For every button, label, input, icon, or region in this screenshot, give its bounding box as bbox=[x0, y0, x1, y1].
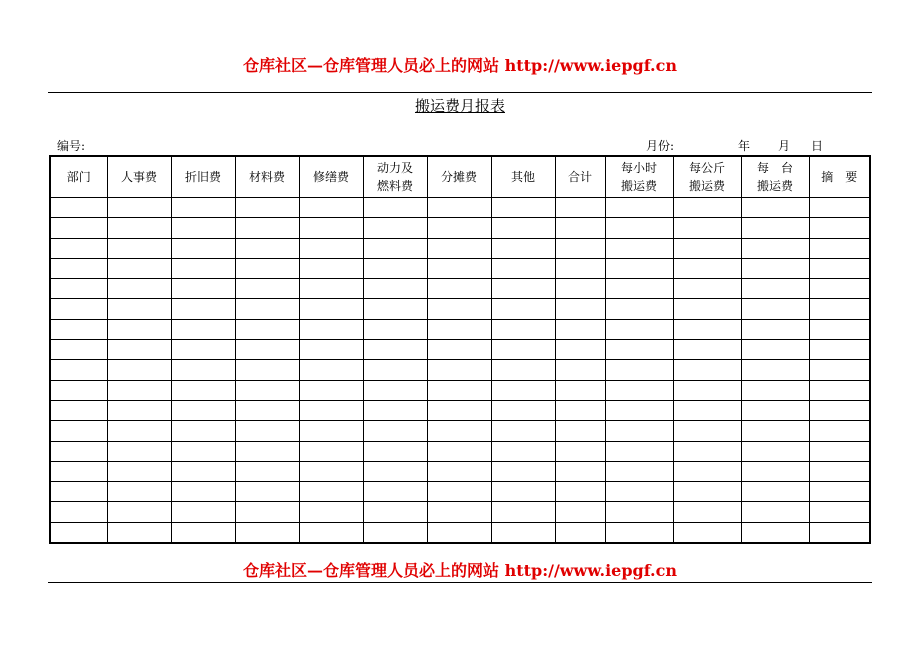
table-cell[interactable] bbox=[50, 198, 107, 218]
table-cell[interactable] bbox=[50, 400, 107, 420]
site-banner-top: 仓库社区—仓库管理人员必上的网站 http://www.iepgf.cn bbox=[243, 56, 677, 75]
table-cell[interactable] bbox=[673, 502, 741, 522]
table-cell[interactable] bbox=[235, 218, 299, 238]
column-header-line2: 搬运费 bbox=[688, 179, 725, 193]
table-cell[interactable] bbox=[605, 198, 673, 218]
table-cell[interactable] bbox=[555, 461, 605, 481]
table-cell[interactable] bbox=[299, 461, 363, 481]
table-cell[interactable] bbox=[809, 279, 870, 299]
table-cell[interactable] bbox=[673, 299, 741, 319]
column-header bbox=[673, 156, 741, 198]
table-cell[interactable] bbox=[491, 522, 555, 543]
table-cell[interactable] bbox=[605, 502, 673, 522]
table-cell[interactable] bbox=[809, 400, 870, 420]
column-header bbox=[809, 156, 870, 198]
column-header bbox=[555, 156, 605, 198]
table-cell[interactable] bbox=[235, 441, 299, 461]
table-cell[interactable] bbox=[299, 380, 363, 400]
table-cell[interactable] bbox=[605, 299, 673, 319]
table-cell[interactable] bbox=[171, 482, 235, 502]
table-cell[interactable] bbox=[107, 441, 171, 461]
table-cell[interactable] bbox=[235, 258, 299, 278]
table-cell[interactable] bbox=[50, 238, 107, 258]
table-cell[interactable] bbox=[605, 360, 673, 380]
table-row bbox=[50, 319, 870, 339]
table-cell[interactable] bbox=[235, 360, 299, 380]
table-cell[interactable] bbox=[809, 258, 870, 278]
table-cell[interactable] bbox=[605, 441, 673, 461]
table-cell[interactable] bbox=[741, 340, 809, 360]
table-cell[interactable] bbox=[299, 421, 363, 441]
table-cell[interactable] bbox=[107, 198, 171, 218]
table-cell[interactable] bbox=[107, 340, 171, 360]
table-cell[interactable] bbox=[107, 502, 171, 522]
table-cell[interactable] bbox=[427, 238, 491, 258]
table-cell[interactable] bbox=[555, 340, 605, 360]
table-cell[interactable] bbox=[741, 400, 809, 420]
table-cell[interactable] bbox=[809, 360, 870, 380]
table-cell[interactable] bbox=[171, 258, 235, 278]
table-cell[interactable] bbox=[605, 218, 673, 238]
table-cell[interactable] bbox=[605, 258, 673, 278]
table-row bbox=[50, 238, 870, 258]
table-cell[interactable] bbox=[107, 218, 171, 238]
month-label: 月份: bbox=[646, 139, 675, 153]
table-cell[interactable] bbox=[171, 461, 235, 481]
table-cell[interactable] bbox=[171, 360, 235, 380]
table-cell[interactable] bbox=[491, 421, 555, 441]
table-cell[interactable] bbox=[363, 340, 427, 360]
table-cell[interactable] bbox=[427, 380, 491, 400]
table-cell[interactable] bbox=[605, 380, 673, 400]
table-cell[interactable] bbox=[809, 380, 870, 400]
table-cell[interactable] bbox=[555, 441, 605, 461]
table-cell[interactable] bbox=[605, 279, 673, 299]
table-cell[interactable] bbox=[427, 360, 491, 380]
table-cell[interactable] bbox=[235, 400, 299, 420]
table-cell[interactable] bbox=[427, 482, 491, 502]
table-cell[interactable] bbox=[171, 380, 235, 400]
table-cell[interactable] bbox=[299, 279, 363, 299]
table-cell[interactable] bbox=[673, 218, 741, 238]
table-cell[interactable] bbox=[299, 482, 363, 502]
table-cell[interactable] bbox=[299, 299, 363, 319]
table-cell[interactable] bbox=[491, 502, 555, 522]
table-cell[interactable] bbox=[673, 482, 741, 502]
table-cell[interactable] bbox=[363, 380, 427, 400]
table-cell[interactable] bbox=[673, 258, 741, 278]
table-cell[interactable] bbox=[107, 482, 171, 502]
table-cell[interactable] bbox=[741, 258, 809, 278]
table-row bbox=[50, 461, 870, 481]
table-cell[interactable] bbox=[673, 421, 741, 441]
table-row bbox=[50, 380, 870, 400]
table-cell[interactable] bbox=[491, 441, 555, 461]
table-cell[interactable] bbox=[235, 461, 299, 481]
column-header-line2: 燃料费 bbox=[376, 179, 413, 193]
table-cell[interactable] bbox=[605, 400, 673, 420]
table-cell[interactable] bbox=[555, 502, 605, 522]
table-cell[interactable] bbox=[235, 340, 299, 360]
table-cell[interactable] bbox=[363, 461, 427, 481]
table-cell[interactable] bbox=[50, 299, 107, 319]
table-cell[interactable] bbox=[427, 441, 491, 461]
column-header-line1: 动力及 bbox=[376, 161, 413, 175]
column-header-line2: 搬运费 bbox=[756, 179, 793, 193]
table-row bbox=[50, 258, 870, 278]
table-cell[interactable] bbox=[427, 400, 491, 420]
table-cell[interactable] bbox=[555, 522, 605, 543]
table-cell[interactable] bbox=[555, 279, 605, 299]
table-cell[interactable] bbox=[673, 461, 741, 481]
table-cell[interactable] bbox=[171, 198, 235, 218]
table-cell[interactable] bbox=[107, 380, 171, 400]
table-cell[interactable] bbox=[107, 299, 171, 319]
column-header bbox=[235, 156, 299, 198]
year-unit-label: 年 bbox=[738, 139, 751, 153]
table-cell[interactable] bbox=[741, 482, 809, 502]
table-cell[interactable] bbox=[741, 279, 809, 299]
table-cell[interactable] bbox=[427, 502, 491, 522]
table-cell[interactable] bbox=[605, 421, 673, 441]
table-cell[interactable] bbox=[235, 482, 299, 502]
table-cell[interactable] bbox=[555, 421, 605, 441]
table-cell[interactable] bbox=[299, 441, 363, 461]
table-cell[interactable] bbox=[427, 461, 491, 481]
table-cell[interactable] bbox=[171, 218, 235, 238]
table-cell[interactable] bbox=[171, 340, 235, 360]
table-cell[interactable] bbox=[605, 238, 673, 258]
column-header bbox=[427, 156, 491, 198]
column-header bbox=[299, 156, 363, 198]
table-cell[interactable] bbox=[491, 340, 555, 360]
table-cell[interactable] bbox=[235, 502, 299, 522]
table-cell[interactable] bbox=[299, 400, 363, 420]
table-cell[interactable] bbox=[673, 279, 741, 299]
column-header bbox=[363, 156, 427, 198]
table-cell[interactable] bbox=[299, 198, 363, 218]
table-cell[interactable] bbox=[107, 360, 171, 380]
table-cell[interactable] bbox=[605, 461, 673, 481]
column-header bbox=[171, 156, 235, 198]
table-cell[interactable] bbox=[491, 198, 555, 218]
table-cell[interactable] bbox=[555, 400, 605, 420]
table-cell[interactable] bbox=[107, 461, 171, 481]
table-cell[interactable] bbox=[741, 218, 809, 238]
table-cell[interactable] bbox=[491, 218, 555, 238]
table-cell[interactable] bbox=[491, 238, 555, 258]
table-cell[interactable] bbox=[673, 360, 741, 380]
table-cell[interactable] bbox=[363, 279, 427, 299]
table-cell[interactable] bbox=[809, 441, 870, 461]
table-cell[interactable] bbox=[50, 421, 107, 441]
table-cell[interactable] bbox=[299, 238, 363, 258]
table-row bbox=[50, 360, 870, 380]
table-cell[interactable] bbox=[555, 198, 605, 218]
top-divider bbox=[48, 92, 872, 93]
table-cell[interactable] bbox=[171, 238, 235, 258]
table-cell[interactable] bbox=[741, 522, 809, 543]
table-cell[interactable] bbox=[741, 360, 809, 380]
table-cell[interactable] bbox=[741, 421, 809, 441]
table-cell[interactable] bbox=[107, 400, 171, 420]
table-cell[interactable] bbox=[605, 482, 673, 502]
column-header-line1: 每 台 bbox=[756, 161, 793, 175]
table-cell[interactable] bbox=[299, 258, 363, 278]
table-cell[interactable] bbox=[809, 502, 870, 522]
table-cell[interactable] bbox=[427, 319, 491, 339]
table-row bbox=[50, 482, 870, 502]
table-cell[interactable] bbox=[673, 522, 741, 543]
table-cell[interactable] bbox=[363, 319, 427, 339]
table-cell[interactable] bbox=[809, 218, 870, 238]
table-cell[interactable] bbox=[50, 522, 107, 543]
column-header-line1: 折旧费 bbox=[184, 170, 221, 184]
table-row bbox=[50, 198, 870, 218]
site-banner-bottom: 仓库社区—仓库管理人员必上的网站 http://www.iepgf.cn bbox=[243, 561, 677, 580]
table-cell[interactable] bbox=[50, 360, 107, 380]
table-cell[interactable] bbox=[741, 319, 809, 339]
table-cell[interactable] bbox=[50, 461, 107, 481]
table-cell[interactable] bbox=[50, 380, 107, 400]
table-cell[interactable] bbox=[363, 360, 427, 380]
form-title-text: 搬运费月报表 bbox=[414, 97, 505, 115]
table-cell[interactable] bbox=[235, 279, 299, 299]
table-cell[interactable] bbox=[107, 279, 171, 299]
table-cell[interactable] bbox=[363, 441, 427, 461]
table-cell[interactable] bbox=[673, 238, 741, 258]
table-cell[interactable] bbox=[171, 400, 235, 420]
table-header-row bbox=[50, 156, 870, 198]
table-cell[interactable] bbox=[427, 218, 491, 238]
column-header-line1: 摘 要 bbox=[821, 170, 858, 184]
column-header bbox=[491, 156, 555, 198]
table-cell[interactable] bbox=[491, 461, 555, 481]
table-cell[interactable] bbox=[809, 238, 870, 258]
table-cell[interactable] bbox=[171, 319, 235, 339]
column-header-line1: 分摊费 bbox=[440, 170, 477, 184]
column-header-line1: 人事费 bbox=[120, 170, 157, 184]
table-body bbox=[50, 198, 870, 544]
table-cell[interactable] bbox=[741, 299, 809, 319]
table-cell[interactable] bbox=[809, 340, 870, 360]
column-header-line2: 搬运费 bbox=[620, 179, 657, 193]
table-cell[interactable] bbox=[427, 279, 491, 299]
table-row bbox=[50, 421, 870, 441]
table-cell[interactable] bbox=[107, 258, 171, 278]
table-cell[interactable] bbox=[50, 340, 107, 360]
column-header-line1: 部门 bbox=[66, 170, 91, 184]
table-cell[interactable] bbox=[491, 299, 555, 319]
table-cell[interactable] bbox=[363, 400, 427, 420]
table-cell[interactable] bbox=[491, 400, 555, 420]
table-cell[interactable] bbox=[427, 421, 491, 441]
table-cell[interactable] bbox=[363, 482, 427, 502]
column-header-line1: 修缮费 bbox=[312, 170, 349, 184]
table-cell[interactable] bbox=[605, 319, 673, 339]
form-title bbox=[0, 95, 920, 116]
table-cell[interactable] bbox=[299, 502, 363, 522]
table-row bbox=[50, 299, 870, 319]
table-cell[interactable] bbox=[741, 238, 809, 258]
table-cell[interactable] bbox=[491, 319, 555, 339]
table-cell[interactable] bbox=[555, 482, 605, 502]
table-cell[interactable] bbox=[741, 461, 809, 481]
table-cell[interactable] bbox=[50, 258, 107, 278]
column-header-line1: 每公斤 bbox=[688, 161, 725, 175]
table-cell[interactable] bbox=[491, 258, 555, 278]
table-cell[interactable] bbox=[741, 502, 809, 522]
table-cell[interactable] bbox=[363, 421, 427, 441]
table-cell[interactable] bbox=[299, 319, 363, 339]
table-cell[interactable] bbox=[50, 441, 107, 461]
table-cell[interactable] bbox=[427, 258, 491, 278]
table-row bbox=[50, 340, 870, 360]
column-header bbox=[107, 156, 171, 198]
day-unit-label: 日 bbox=[811, 139, 824, 153]
table-cell[interactable] bbox=[555, 218, 605, 238]
table-cell[interactable] bbox=[491, 482, 555, 502]
column-header-line1: 材料费 bbox=[248, 170, 285, 184]
table-cell[interactable] bbox=[107, 319, 171, 339]
table-cell[interactable] bbox=[741, 198, 809, 218]
table-row bbox=[50, 279, 870, 299]
table-cell[interactable] bbox=[809, 198, 870, 218]
table-cell[interactable] bbox=[107, 238, 171, 258]
table-cell[interactable] bbox=[673, 319, 741, 339]
table-cell[interactable] bbox=[741, 441, 809, 461]
month-unit-label: 月 bbox=[778, 139, 791, 153]
table-cell[interactable] bbox=[363, 258, 427, 278]
table-cell[interactable] bbox=[673, 400, 741, 420]
table-cell[interactable] bbox=[605, 522, 673, 543]
table-cell[interactable] bbox=[363, 238, 427, 258]
table-cell[interactable] bbox=[171, 502, 235, 522]
table-cell[interactable] bbox=[809, 482, 870, 502]
table-row bbox=[50, 502, 870, 522]
table-cell[interactable] bbox=[363, 218, 427, 238]
table-cell[interactable] bbox=[809, 319, 870, 339]
column-header bbox=[605, 156, 673, 198]
table-cell[interactable] bbox=[50, 502, 107, 522]
table-cell[interactable] bbox=[235, 238, 299, 258]
table-cell[interactable] bbox=[235, 319, 299, 339]
column-header bbox=[50, 156, 107, 198]
table-cell[interactable] bbox=[171, 522, 235, 543]
table-cell[interactable] bbox=[235, 421, 299, 441]
table-cell[interactable] bbox=[673, 380, 741, 400]
table-cell[interactable] bbox=[235, 299, 299, 319]
table-cell[interactable] bbox=[427, 522, 491, 543]
table-cell[interactable] bbox=[363, 522, 427, 543]
table-cell[interactable] bbox=[605, 340, 673, 360]
table-cell[interactable] bbox=[107, 421, 171, 441]
table-cell[interactable] bbox=[809, 522, 870, 543]
table-cell[interactable] bbox=[555, 299, 605, 319]
table-cell[interactable] bbox=[363, 502, 427, 522]
table-cell[interactable] bbox=[809, 299, 870, 319]
table-row bbox=[50, 400, 870, 420]
table-cell[interactable] bbox=[107, 522, 171, 543]
table-cell[interactable] bbox=[673, 340, 741, 360]
table-cell[interactable] bbox=[555, 238, 605, 258]
table-cell[interactable] bbox=[50, 482, 107, 502]
table-cell[interactable] bbox=[809, 461, 870, 481]
table-cell[interactable] bbox=[809, 421, 870, 441]
column-header-line1: 其他 bbox=[510, 170, 535, 184]
table-cell[interactable] bbox=[50, 218, 107, 238]
table-cell[interactable] bbox=[299, 340, 363, 360]
table-cell[interactable] bbox=[555, 360, 605, 380]
table-cell[interactable] bbox=[171, 279, 235, 299]
table-cell[interactable] bbox=[673, 198, 741, 218]
table-row bbox=[50, 218, 870, 238]
table-cell[interactable] bbox=[555, 319, 605, 339]
table-cell[interactable] bbox=[235, 380, 299, 400]
table-cell[interactable] bbox=[427, 299, 491, 319]
table-cell[interactable] bbox=[299, 522, 363, 543]
table-cell[interactable] bbox=[299, 360, 363, 380]
table-cell[interactable] bbox=[491, 279, 555, 299]
table-cell[interactable] bbox=[235, 522, 299, 543]
table-cell[interactable] bbox=[171, 441, 235, 461]
column-header bbox=[741, 156, 809, 198]
table-cell[interactable] bbox=[50, 279, 107, 299]
table-cell[interactable] bbox=[741, 380, 809, 400]
table-row bbox=[50, 522, 870, 543]
table-cell[interactable] bbox=[491, 360, 555, 380]
table-cell[interactable] bbox=[363, 198, 427, 218]
serial-number-label: 编号: bbox=[57, 139, 86, 153]
table-cell[interactable] bbox=[299, 218, 363, 238]
table-cell[interactable] bbox=[427, 198, 491, 218]
table-row bbox=[50, 441, 870, 461]
table-cell[interactable] bbox=[363, 299, 427, 319]
transport-cost-table bbox=[49, 155, 871, 544]
table-cell[interactable] bbox=[171, 299, 235, 319]
table-cell[interactable] bbox=[555, 258, 605, 278]
column-header-line1: 每小时 bbox=[620, 161, 657, 175]
table-cell[interactable] bbox=[673, 441, 741, 461]
table-cell[interactable] bbox=[235, 198, 299, 218]
column-header-line1: 合计 bbox=[567, 170, 592, 184]
table-cell[interactable] bbox=[171, 421, 235, 441]
bottom-divider bbox=[48, 582, 872, 583]
table-cell[interactable] bbox=[491, 380, 555, 400]
table-cell[interactable] bbox=[427, 340, 491, 360]
table-cell[interactable] bbox=[555, 380, 605, 400]
table-cell[interactable] bbox=[50, 319, 107, 339]
